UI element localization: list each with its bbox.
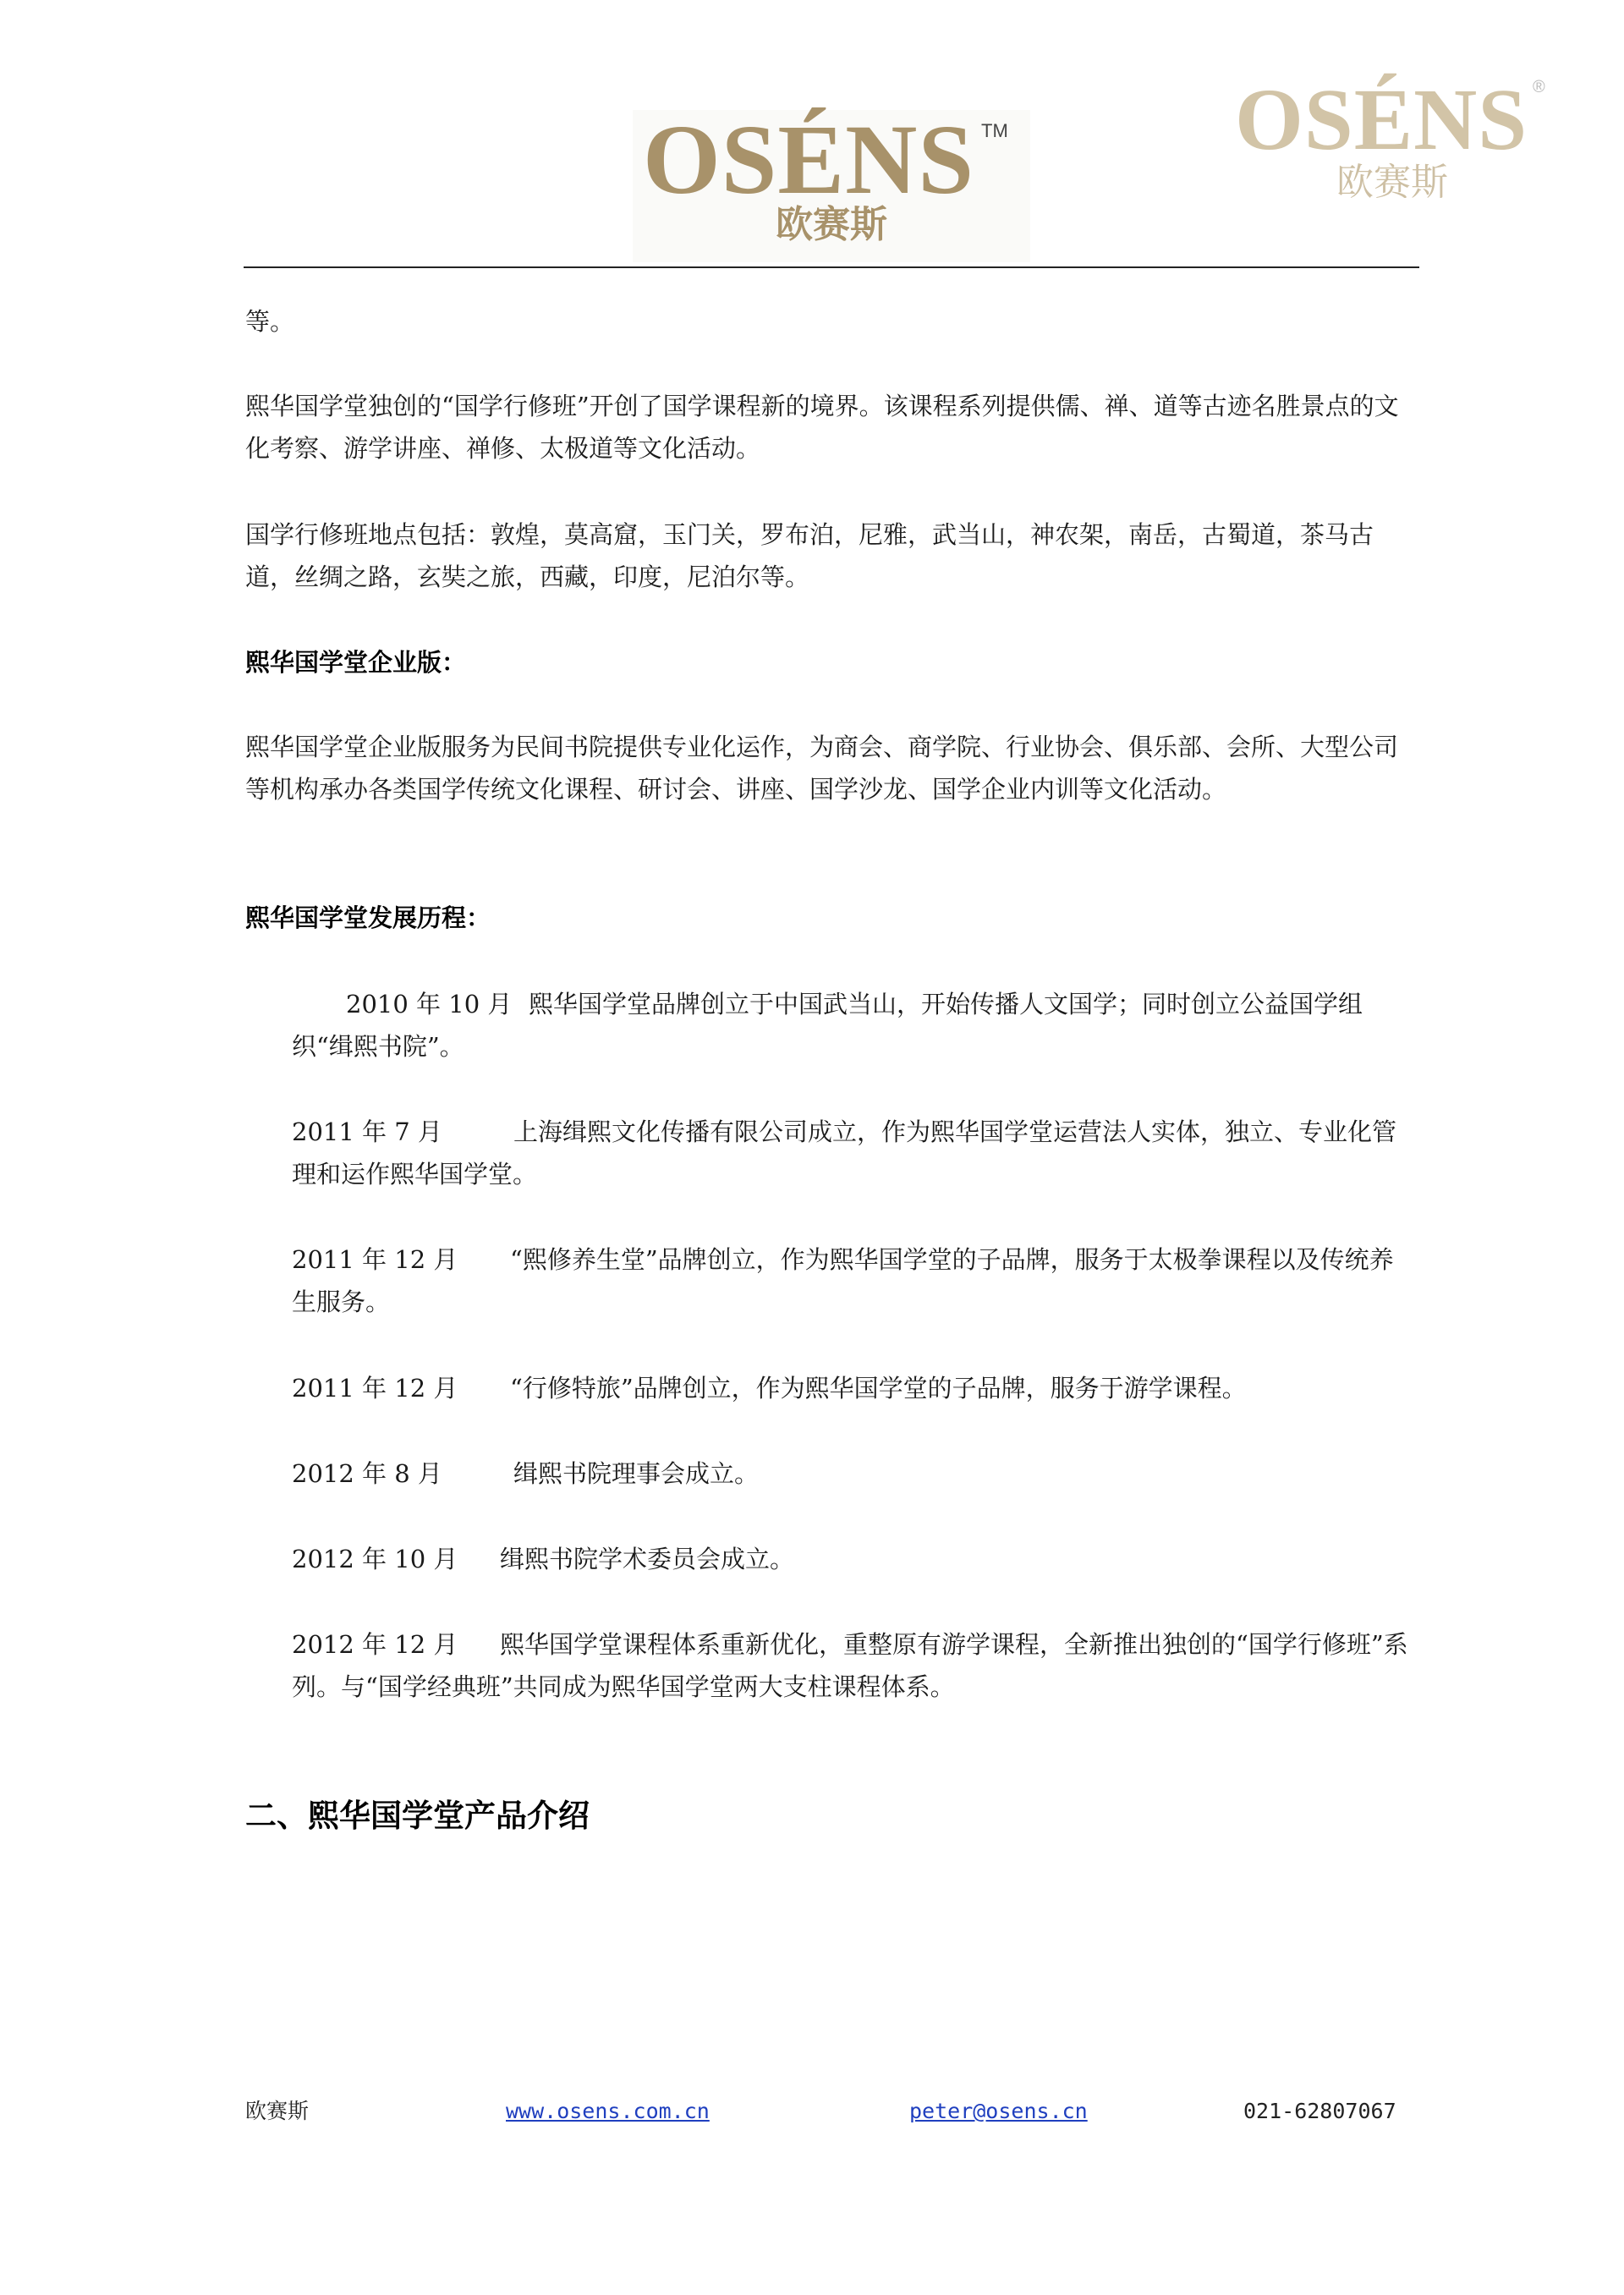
logo-trademark: TM: [981, 120, 1008, 141]
timeline-date: 2011 年 12 月: [292, 1245, 458, 1274]
timeline-text: 熙华国学堂品牌创立于中国武当山，开始传播人文国学；同时创立公益国学组织“缉熙书院”。: [292, 990, 1363, 1061]
heading-enterprise: 熙华国学堂企业版：: [245, 648, 467, 677]
osens-logo: [633, 104, 1030, 262]
timeline-entry: [292, 1238, 1417, 1323]
watermark-registered: ®: [1533, 78, 1545, 96]
timeline-entry: [292, 1452, 1417, 1495]
paragraph-continued: 等。: [245, 307, 295, 336]
paragraph-xingxiu-intro: 熙华国学堂独创的“国学行修班”开创了国学课程新的境界。该课程系列提供儒、禅、道等古迹名胜景点的文化考察、游学讲座、禅修、太极道等文化活动。: [245, 392, 1399, 463]
osens-watermark-logo: [1235, 71, 1556, 224]
header-divider: [244, 266, 1419, 268]
timeline-date: 2012 年 8 月: [292, 1459, 442, 1488]
timeline-text: “行修特旅”品牌创立，作为熙华国学堂的子品牌，服务于游学课程。: [510, 1374, 1247, 1403]
footer-phone: 021-62807067: [1243, 2099, 1396, 2123]
watermark-chinese-name: 欧赛斯: [1336, 161, 1448, 204]
timeline-entry: [292, 1538, 1417, 1580]
timeline-date: 2011 年 12 月: [292, 1374, 458, 1403]
timeline-date: 2010 年 10 月: [346, 990, 513, 1018]
paragraph-enterprise: 熙华国学堂企业版服务为民间书院提供专业化运作，为商会、商学院、行业协会、俱乐部、会所、大型公司等机构承办各类国学传统文化课程、研讨会、讲座、国学沙龙、国学企业内训等文化活动。: [245, 733, 1399, 804]
heading-history: 熙华国学堂发展历程：: [245, 903, 491, 932]
timeline-entry: [292, 983, 1417, 1068]
timeline-entry: [292, 1111, 1417, 1195]
timeline-text: 熙华国学堂课程体系重新优化，重整原有游学课程，全新推出独创的“国学行修班”系列。与“国学经典班”共同成为熙华国学堂两大支柱课程体系。: [292, 1630, 1408, 1701]
logo-chinese-name: 欧赛斯: [776, 203, 887, 246]
footer-company: 欧赛斯: [245, 2099, 310, 2123]
logo-wordmark: OSÉNS: [643, 104, 974, 215]
timeline-entry: [292, 1367, 1417, 1409]
footer-website-link[interactable]: www.osens.com.cn: [506, 2099, 710, 2123]
footer-email-link[interactable]: peter@osens.cn: [909, 2099, 1088, 2123]
section-heading-products: 二、熙华国学堂产品介绍: [245, 1798, 590, 1834]
timeline-date: 2012 年 12 月: [292, 1630, 458, 1659]
timeline-text: 缉熙书院学术委员会成立。: [500, 1545, 795, 1573]
watermark-wordmark: OSÉNS: [1235, 71, 1528, 168]
timeline-date: 2011 年 7 月: [292, 1117, 442, 1146]
timeline-text: 缉熙书院理事会成立。: [513, 1459, 760, 1488]
paragraph-xingxiu-locations: 国学行修班地点包括：敦煌，莫高窟，玉门关，罗布泊，尼雅，武当山，神农架，南岳，古蜀道，茶马古道，丝绸之路，玄奘之旅，西藏，印度，尼泊尔等。: [245, 520, 1374, 591]
timeline-entry: [292, 1623, 1417, 1708]
timeline-date: 2012 年 10 月: [292, 1545, 458, 1573]
timeline-text: “熙修养生堂”品牌创立，作为熙华国学堂的子品牌，服务于太极拳课程以及传统养生服务。: [292, 1245, 1394, 1316]
timeline-text: 上海缉熙文化传播有限公司成立，作为熙华国学堂运营法人实体，独立、专业化管理和运作熙华国学堂。: [292, 1117, 1397, 1189]
